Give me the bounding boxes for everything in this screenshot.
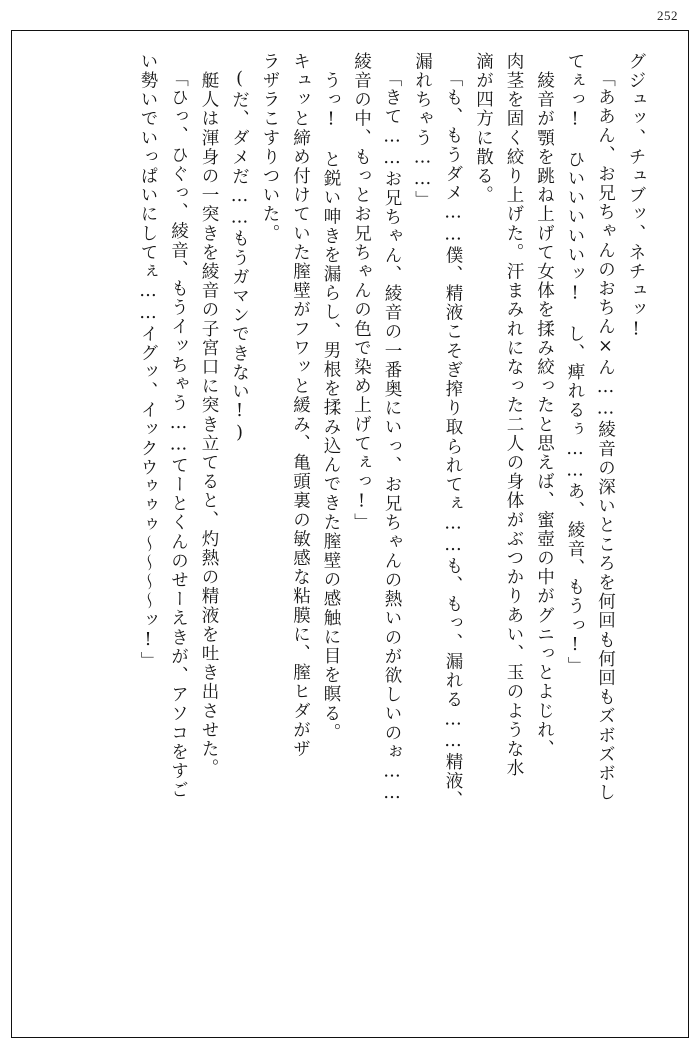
- text-column: 「きて……お兄ちゃん、綾音の一番奥にいっ、お兄ちゃんの熱いのが欲しいのぉ……: [382, 69, 402, 805]
- text-column: 綾音の中、もっとお兄ちゃんの色で染め上げてぇっ!」: [351, 52, 372, 532]
- text-column: 「ひっ、ひぐっ、綾音、もうイッちゃう……てーとくんのせーえきが、アソコをすご: [168, 69, 189, 800]
- text-column: 肉茎を固く絞り上げた。汗まみれになった二人の身体がぶつかりあい、玉のような水: [504, 52, 524, 778]
- text-column: てぇっ! ひいいいいいッ! し、痺れるぅ……あ、綾音、もうっ!」: [565, 52, 585, 676]
- text-column: 滴が四方に散る。: [473, 52, 494, 205]
- vertical-text-body: [36, 52, 644, 1002]
- text-column: 艇人は渾身の一突きを綾音の子宮口に突き立てると、灼熱の精液を吐き出させた。: [199, 52, 219, 778]
- text-column: ラザラこすりついた。: [260, 52, 280, 243]
- text-column: (だ、ダメだ……もうガマンできない!): [229, 69, 250, 445]
- text-column: 「ああん、お兄ちゃんのおちん×ん……綾音の深いところを何回も何回もズボズボし: [595, 69, 616, 803]
- text-column: 漏れちゃう……」: [412, 52, 433, 210]
- text-column: キュッと締め付けていた膣壁がフワッと緩み、亀頭裏の敏感な粘膜に、膣ヒダがザ: [290, 52, 311, 759]
- text-column: グジュッ、チュブッ、ネチュッ!: [626, 52, 646, 341]
- text-column: 「も、もうダメ……僕、精液こそぎ搾り取られてぇ……も、もっ、漏れる……精液、: [443, 69, 463, 810]
- text-column: 綾音が顎を跳ね上げて女体を揉み絞ったと思えば、蜜壺の中がグニっとよじれ、: [534, 52, 555, 759]
- text-column: うっ! と鋭い呻きを漏らし、男根を揉み込んできた膣壁の感触に目を瞑る。: [321, 52, 341, 743]
- page-number: 252: [657, 8, 678, 23]
- text-column: い勢いでいっぱいにしてぇ……イグッ、イックウゥゥゥ～～～～ッ!」: [138, 52, 158, 671]
